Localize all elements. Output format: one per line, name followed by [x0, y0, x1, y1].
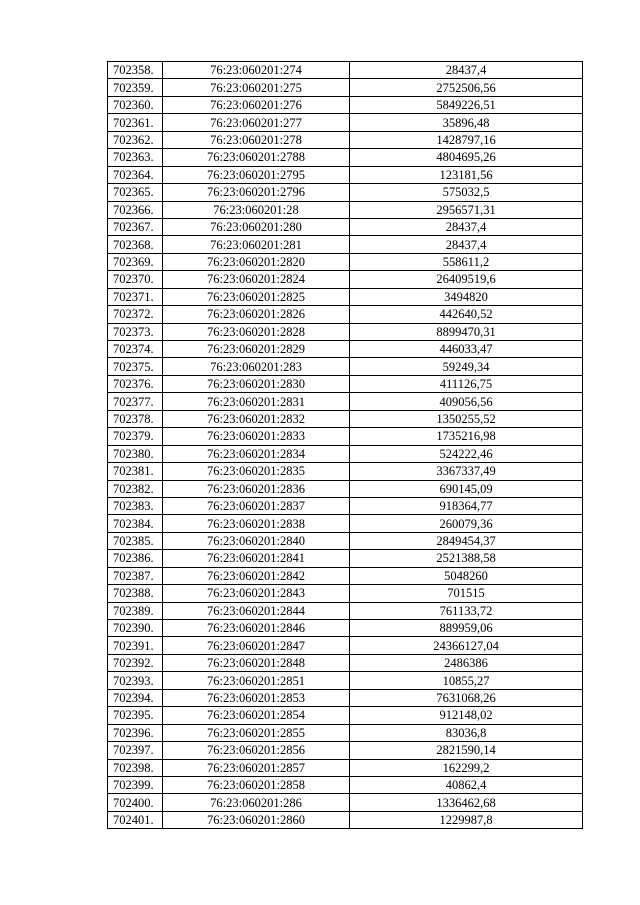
cadastral-number-cell: 76:23:060201:2840: [163, 532, 350, 549]
value-cell: 2486386: [350, 654, 583, 671]
value-cell: 889959,06: [350, 620, 583, 637]
table-row: [108, 341, 583, 358]
table-row: [108, 114, 583, 131]
row-number-cell: 702387.: [108, 567, 163, 584]
row-number-cell: 702376.: [108, 375, 163, 392]
table-row: [108, 620, 583, 637]
row-number-cell: 702380.: [108, 445, 163, 462]
row-number-cell: 702396.: [108, 724, 163, 741]
row-number-cell: 702369.: [108, 253, 163, 270]
row-number-cell: 702362.: [108, 131, 163, 148]
value-cell: 701515: [350, 585, 583, 602]
row-number-cell: 702370.: [108, 271, 163, 288]
row-number-cell: 702383.: [108, 497, 163, 514]
row-number-cell: 702365.: [108, 184, 163, 201]
row-number-cell: 702358.: [108, 62, 163, 79]
table-row: [108, 480, 583, 497]
cadastral-number-cell: 76:23:060201:2854: [163, 707, 350, 724]
row-number-cell: 702397.: [108, 742, 163, 759]
row-number-cell: 702359.: [108, 79, 163, 96]
value-cell: 4804695,26: [350, 149, 583, 166]
cadastral-number-cell: 76:23:060201:2829: [163, 341, 350, 358]
value-cell: 1229987,8: [350, 811, 583, 828]
value-cell: 3494820: [350, 288, 583, 305]
table-row: [108, 79, 583, 96]
table-row: [108, 654, 583, 671]
table-row: [108, 759, 583, 776]
cadastral-number-cell: 76:23:060201:2834: [163, 445, 350, 462]
row-number-cell: 702378.: [108, 410, 163, 427]
table-row: [108, 323, 583, 340]
row-number-cell: 702389.: [108, 602, 163, 619]
cadastral-number-cell: 76:23:060201:2858: [163, 776, 350, 793]
table-row: [108, 149, 583, 166]
row-number-cell: 702393.: [108, 672, 163, 689]
cadastral-number-cell: 76:23:060201:274: [163, 62, 350, 79]
value-cell: 411126,75: [350, 375, 583, 392]
cadastral-number-cell: 76:23:060201:278: [163, 131, 350, 148]
value-cell: 28437,4: [350, 62, 583, 79]
cadastral-number-cell: 76:23:060201:2851: [163, 672, 350, 689]
value-cell: 442640,52: [350, 306, 583, 323]
value-cell: 59249,34: [350, 358, 583, 375]
table-row: [108, 288, 583, 305]
cadastral-number-cell: 76:23:060201:2828: [163, 323, 350, 340]
cadastral-number-cell: 76:23:060201:2826: [163, 306, 350, 323]
row-number-cell: 702398.: [108, 759, 163, 776]
row-number-cell: 702381.: [108, 463, 163, 480]
cadastral-number-cell: 76:23:060201:2857: [163, 759, 350, 776]
table-row: [108, 428, 583, 445]
table-row: [108, 776, 583, 793]
cadastral-number-cell: 76:23:060201:276: [163, 96, 350, 113]
table-row: [108, 532, 583, 549]
cadastral-number-cell: 76:23:060201:2830: [163, 375, 350, 392]
cadastral-number-cell: 76:23:060201:2832: [163, 410, 350, 427]
value-cell: 3367337,49: [350, 463, 583, 480]
value-cell: 575032,5: [350, 184, 583, 201]
cadastral-number-cell: 76:23:060201:2843: [163, 585, 350, 602]
cadastral-value-table: [107, 61, 583, 829]
cadastral-number-cell: 76:23:060201:275: [163, 79, 350, 96]
value-cell: 260079,36: [350, 515, 583, 532]
table-row: [108, 550, 583, 567]
table-row: [108, 445, 583, 462]
table-row: [108, 306, 583, 323]
value-cell: 35896,48: [350, 114, 583, 131]
cadastral-number-cell: 76:23:060201:286: [163, 794, 350, 811]
table-row: [108, 201, 583, 218]
cadastral-number-cell: 76:23:060201:2820: [163, 253, 350, 270]
table-row: [108, 375, 583, 392]
value-cell: 8899470,31: [350, 323, 583, 340]
table-row: [108, 689, 583, 706]
cadastral-number-cell: 76:23:060201:2837: [163, 497, 350, 514]
value-cell: 2752506,56: [350, 79, 583, 96]
table-row: [108, 724, 583, 741]
row-number-cell: 702386.: [108, 550, 163, 567]
row-number-cell: 702371.: [108, 288, 163, 305]
table-row: [108, 184, 583, 201]
table-row: [108, 637, 583, 654]
cadastral-number-cell: 76:23:060201:2846: [163, 620, 350, 637]
cadastral-number-cell: 76:23:060201:2836: [163, 480, 350, 497]
cadastral-number-cell: 76:23:060201:281: [163, 236, 350, 253]
value-cell: 26409519,6: [350, 271, 583, 288]
table-row: [108, 707, 583, 724]
row-number-cell: 702375.: [108, 358, 163, 375]
cadastral-number-cell: 76:23:060201:280: [163, 218, 350, 235]
table-row: [108, 410, 583, 427]
table-row: [108, 585, 583, 602]
table-row: [108, 672, 583, 689]
cadastral-number-cell: 76:23:060201:2788: [163, 149, 350, 166]
table-row: [108, 497, 583, 514]
row-number-cell: 702361.: [108, 114, 163, 131]
cadastral-number-cell: 76:23:060201:2853: [163, 689, 350, 706]
cadastral-number-cell: 76:23:060201:277: [163, 114, 350, 131]
value-cell: 28437,4: [350, 236, 583, 253]
row-number-cell: 702384.: [108, 515, 163, 532]
table-row: [108, 567, 583, 584]
table-row: [108, 166, 583, 183]
value-cell: 162299,2: [350, 759, 583, 776]
cadastral-number-cell: 76:23:060201:2795: [163, 166, 350, 183]
cadastral-number-cell: 76:23:060201:2796: [163, 184, 350, 201]
table-row: [108, 218, 583, 235]
row-number-cell: 702379.: [108, 428, 163, 445]
value-cell: 690145,09: [350, 480, 583, 497]
table-row: [108, 253, 583, 270]
value-cell: 524222,46: [350, 445, 583, 462]
cadastral-number-cell: 76:23:060201:2841: [163, 550, 350, 567]
value-cell: 409056,56: [350, 393, 583, 410]
value-cell: 123181,56: [350, 166, 583, 183]
value-cell: 10855,27: [350, 672, 583, 689]
cadastral-number-cell: 76:23:060201:2848: [163, 654, 350, 671]
value-cell: 5048260: [350, 567, 583, 584]
row-number-cell: 702392.: [108, 654, 163, 671]
table-row: [108, 515, 583, 532]
row-number-cell: 702400.: [108, 794, 163, 811]
row-number-cell: 702363.: [108, 149, 163, 166]
value-cell: 761133,72: [350, 602, 583, 619]
cadastral-number-cell: 76:23:060201:2824: [163, 271, 350, 288]
value-cell: 5849226,51: [350, 96, 583, 113]
row-number-cell: 702364.: [108, 166, 163, 183]
row-number-cell: 702385.: [108, 532, 163, 549]
cadastral-number-cell: 76:23:060201:2831: [163, 393, 350, 410]
value-cell: 2956571,31: [350, 201, 583, 218]
row-number-cell: 702395.: [108, 707, 163, 724]
cadastral-number-cell: 76:23:060201:2856: [163, 742, 350, 759]
row-number-cell: 702388.: [108, 585, 163, 602]
cadastral-number-cell: 76:23:060201:2835: [163, 463, 350, 480]
value-cell: 24366127,04: [350, 637, 583, 654]
row-number-cell: 702394.: [108, 689, 163, 706]
value-cell: 83036,8: [350, 724, 583, 741]
cadastral-number-cell: 76:23:060201:2844: [163, 602, 350, 619]
value-cell: 912148,02: [350, 707, 583, 724]
value-cell: 28437,4: [350, 218, 583, 235]
value-cell: 558611,2: [350, 253, 583, 270]
row-number-cell: 702401.: [108, 811, 163, 828]
table-row: [108, 96, 583, 113]
cadastral-number-cell: 76:23:060201:2842: [163, 567, 350, 584]
value-cell: 446033,47: [350, 341, 583, 358]
value-cell: 1735216,98: [350, 428, 583, 445]
table-row: [108, 393, 583, 410]
row-number-cell: 702391.: [108, 637, 163, 654]
row-number-cell: 702372.: [108, 306, 163, 323]
cadastral-number-cell: 76:23:060201:2825: [163, 288, 350, 305]
table-row: [108, 236, 583, 253]
row-number-cell: 702390.: [108, 620, 163, 637]
value-cell: 2521388,58: [350, 550, 583, 567]
table-row: [108, 742, 583, 759]
table-row: [108, 131, 583, 148]
row-number-cell: 702360.: [108, 96, 163, 113]
table-row: [108, 811, 583, 828]
cadastral-number-cell: 76:23:060201:2838: [163, 515, 350, 532]
cadastral-number-cell: 76:23:060201:2860: [163, 811, 350, 828]
value-cell: 1350255,52: [350, 410, 583, 427]
value-cell: 2849454,37: [350, 532, 583, 549]
cadastral-number-cell: 76:23:060201:2833: [163, 428, 350, 445]
row-number-cell: 702374.: [108, 341, 163, 358]
cadastral-number-cell: 76:23:060201:2855: [163, 724, 350, 741]
row-number-cell: 702367.: [108, 218, 163, 235]
table-row: [108, 463, 583, 480]
table-row: [108, 271, 583, 288]
table-row: [108, 602, 583, 619]
value-cell: 40862,4: [350, 776, 583, 793]
value-cell: 2821590,14: [350, 742, 583, 759]
value-cell: 1428797,16: [350, 131, 583, 148]
row-number-cell: 702366.: [108, 201, 163, 218]
table-row: [108, 794, 583, 811]
table-row: [108, 62, 583, 79]
value-cell: 7631068,26: [350, 689, 583, 706]
cadastral-number-cell: 76:23:060201:283: [163, 358, 350, 375]
cadastral-number-cell: 76:23:060201:2847: [163, 637, 350, 654]
table-body: [108, 62, 583, 829]
row-number-cell: 702373.: [108, 323, 163, 340]
row-number-cell: 702399.: [108, 776, 163, 793]
value-cell: 1336462,68: [350, 794, 583, 811]
row-number-cell: 702368.: [108, 236, 163, 253]
row-number-cell: 702377.: [108, 393, 163, 410]
row-number-cell: 702382.: [108, 480, 163, 497]
cadastral-number-cell: 76:23:060201:28: [163, 201, 350, 218]
table-row: [108, 358, 583, 375]
value-cell: 918364,77: [350, 497, 583, 514]
